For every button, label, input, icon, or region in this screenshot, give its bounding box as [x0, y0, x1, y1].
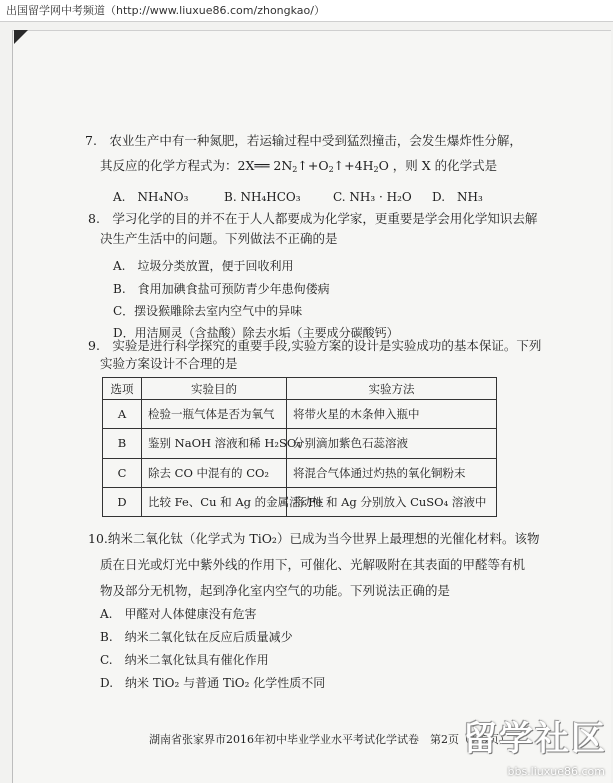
q10-option-a: A. 甲醛对人体健康没有危害 — [100, 607, 257, 621]
q7-eq-post: ↑+4H — [333, 158, 374, 173]
q10-line2: 质在日光或灯光中紫外线的作用下，可催化、光解吸附在其表面的甲醛等有机 — [100, 557, 526, 572]
table-row — [103, 487, 497, 516]
table-row — [103, 458, 497, 487]
q7-sub-n: 2 — [292, 165, 298, 174]
header-option: 选项 — [103, 378, 142, 400]
q7-option-c: C. NH₃ · H₂O — [333, 190, 412, 204]
row-b-code: B — [103, 429, 142, 458]
watermark-url: bbs.liuxue86.com — [507, 765, 605, 778]
row-d-purpose: 比较 Fe、Cu 和 Ag 的金属活动性 — [142, 487, 287, 516]
row-b-method: 分别滴加紫色石蕊溶液 — [287, 429, 497, 458]
q7-line1: 7. 农业生产中有一种氮肥，若运输过程中受到猛烈撞击，会发生爆炸性分解， — [85, 133, 522, 148]
q7-eq-mid: ↑+O — [297, 158, 329, 173]
site-header — [0, 0, 613, 22]
row-a-code: A — [103, 400, 142, 429]
q9-line1: 9. 实验是进行科学探究的重要手段,实验方案的设计是实验成功的基本保证。下列 — [88, 338, 542, 353]
q7-eq-pre: 其反应的化学方程式为：2X══ 2N — [100, 158, 293, 173]
row-c-purpose: 除去 CO 中混有的 CO₂ — [142, 458, 287, 487]
q7-sub-h: 2 — [373, 165, 379, 174]
q7-line2 — [100, 158, 497, 178]
q7-eq-end: O ，则 X 的化学式是 — [378, 158, 498, 173]
table-row — [103, 400, 497, 429]
q7-option-b: B. NH₄HCO₃ — [224, 190, 301, 204]
q7-option-a: A. NH₄NO₃ — [113, 190, 189, 204]
scan-corner-mark — [14, 30, 28, 44]
row-a-method: 将带火星的木条伸入瓶中 — [287, 400, 497, 429]
q10-line1: 10.纳米二氧化钛（化学式为 TiO₂）已成为当今世界上最理想的光催化材料。该物 — [88, 531, 540, 546]
experiment-table — [102, 377, 497, 517]
q8-option-d: D．用洁厕灵（含盐酸）除去水垢（主要成分碳酸钙） — [113, 326, 399, 340]
q10-option-c: C. 纳米二氧化钛具有催化作用 — [100, 653, 269, 667]
q10-line3: 物及部分无机物，起到净化室内空气的功能。下列说法正确的是 — [100, 583, 451, 598]
row-b-purpose: 鉴别 NaOH 溶液和稀 H₂SO₄ — [142, 429, 287, 458]
q9-line2: 实验方案设计不合理的是 — [100, 356, 238, 371]
q8-line1: 8. 学习化学的目的并不在于人人都要成为化学家，更重要是学会用化学知识去解 — [88, 211, 538, 226]
row-c-code: C — [103, 458, 142, 487]
table-row — [103, 429, 497, 458]
watermark-logo: 留学社区 — [463, 719, 607, 759]
header-method: 实验方法 — [287, 378, 497, 400]
row-d-code: D — [103, 487, 142, 516]
row-a-purpose: 检验一瓶气体是否为氧气 — [142, 400, 287, 429]
page-footer: 湖南省张家界市2016年初中毕业学业水平考试化学试卷 第2页（共5页） — [149, 733, 510, 746]
q8-line2: 决生产生活中的问题。下列做法不正确的是 — [100, 231, 338, 246]
q10-option-d: D. 纳米 TiO₂ 与普通 TiO₂ 化学性质不同 — [100, 676, 326, 690]
table-header-row — [103, 378, 497, 400]
q8-option-a: A. 垃圾分类放置，便于回收利用 — [113, 259, 294, 273]
header-purpose: 实验目的 — [142, 378, 287, 400]
site-header-text: 出国留学网中考频道（http://www.liuxue86.com/zhongkao/） — [6, 4, 325, 17]
q7-option-d: D. NH₃ — [432, 190, 483, 204]
q8-option-c: C．摆设猴雕除去室内空气中的异味 — [113, 304, 303, 318]
q7-sub-o: 2 — [328, 165, 334, 174]
q10-option-b: B. 纳米二氧化钛在反应后质量减少 — [100, 630, 293, 644]
row-d-method: 将 Fe 和 Ag 分别放入 CuSO₄ 溶液中 — [287, 487, 497, 516]
row-c-method: 将混合气体通过灼热的氧化铜粉末 — [287, 458, 497, 487]
q8-option-b: B. 食用加碘食盐可预防青少年患佝偻病 — [113, 282, 330, 296]
